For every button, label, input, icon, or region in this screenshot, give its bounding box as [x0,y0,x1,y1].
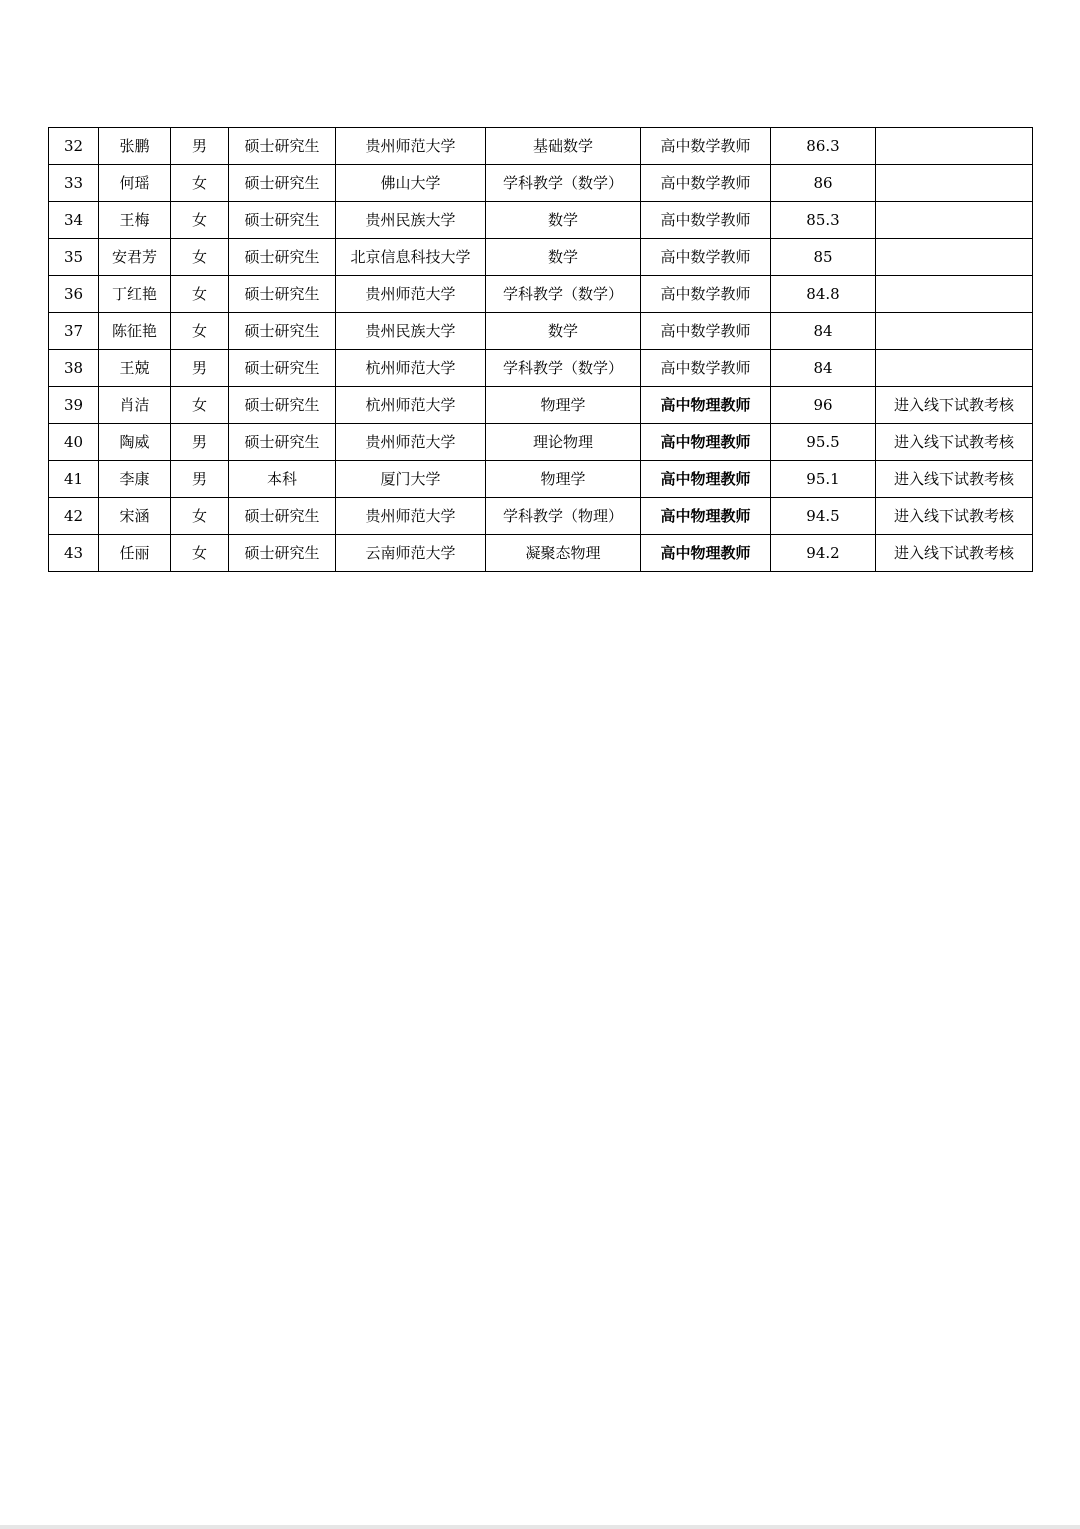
row-number-cell: 35 [49,239,99,276]
major-cell: 理论物理 [486,424,641,461]
score-cell: 84 [771,313,876,350]
position-cell: 高中数学教师 [641,128,771,165]
remark-cell [876,202,1033,239]
name-cell: 何瑶 [99,165,171,202]
position-cell: 高中物理教师 [641,461,771,498]
remark-cell [876,313,1033,350]
major-cell: 学科教学（数学） [486,276,641,313]
gender-cell: 女 [171,387,229,424]
position-cell: 高中物理教师 [641,387,771,424]
position-cell: 高中物理教师 [641,424,771,461]
major-cell: 物理学 [486,461,641,498]
degree-cell: 硕士研究生 [229,239,336,276]
remark-cell [876,350,1033,387]
position-cell: 高中物理教师 [641,535,771,572]
row-number-cell: 36 [49,276,99,313]
position-cell: 高中数学教师 [641,239,771,276]
table-row [49,239,1033,276]
position-cell: 高中数学教师 [641,276,771,313]
table-row [49,276,1033,313]
name-cell: 安君芳 [99,239,171,276]
remark-cell: 进入线下试教考核 [876,535,1033,572]
candidate-table-body [49,128,1033,572]
position-cell: 高中数学教师 [641,202,771,239]
table-row [49,424,1033,461]
gender-cell: 男 [171,461,229,498]
name-cell: 王兢 [99,350,171,387]
score-cell: 95.5 [771,424,876,461]
school-cell: 杭州师范大学 [336,387,486,424]
name-cell: 李康 [99,461,171,498]
major-cell: 学科教学（物理） [486,498,641,535]
table-row [49,350,1033,387]
row-number-cell: 41 [49,461,99,498]
gender-cell: 女 [171,165,229,202]
row-number-cell: 40 [49,424,99,461]
major-cell: 学科教学（数学） [486,165,641,202]
gender-cell: 女 [171,276,229,313]
row-number-cell: 33 [49,165,99,202]
row-number-cell: 37 [49,313,99,350]
degree-cell: 硕士研究生 [229,498,336,535]
name-cell: 任丽 [99,535,171,572]
major-cell: 物理学 [486,387,641,424]
name-cell: 张鹏 [99,128,171,165]
candidate-table [48,127,1033,572]
school-cell: 贵州师范大学 [336,424,486,461]
major-cell: 数学 [486,313,641,350]
school-cell: 贵州师范大学 [336,498,486,535]
school-cell: 厦门大学 [336,461,486,498]
gender-cell: 女 [171,202,229,239]
major-cell: 基础数学 [486,128,641,165]
degree-cell: 硕士研究生 [229,350,336,387]
school-cell: 杭州师范大学 [336,350,486,387]
major-cell: 学科教学（数学） [486,350,641,387]
table-row [49,387,1033,424]
position-cell: 高中物理教师 [641,498,771,535]
row-number-cell: 39 [49,387,99,424]
major-cell: 凝聚态物理 [486,535,641,572]
name-cell: 陶威 [99,424,171,461]
score-cell: 94.2 [771,535,876,572]
degree-cell: 硕士研究生 [229,387,336,424]
page-bottom-edge [0,1525,1080,1529]
row-number-cell: 34 [49,202,99,239]
score-cell: 86.3 [771,128,876,165]
remark-cell [876,165,1033,202]
position-cell: 高中数学教师 [641,165,771,202]
degree-cell: 硕士研究生 [229,202,336,239]
table-row [49,535,1033,572]
school-cell: 北京信息科技大学 [336,239,486,276]
degree-cell: 硕士研究生 [229,424,336,461]
remark-cell: 进入线下试教考核 [876,424,1033,461]
remark-cell [876,239,1033,276]
degree-cell: 硕士研究生 [229,276,336,313]
score-cell: 85.3 [771,202,876,239]
name-cell: 宋涵 [99,498,171,535]
name-cell: 陈征艳 [99,313,171,350]
score-cell: 86 [771,165,876,202]
degree-cell: 硕士研究生 [229,128,336,165]
gender-cell: 男 [171,128,229,165]
score-cell: 96 [771,387,876,424]
gender-cell: 男 [171,350,229,387]
remark-cell: 进入线下试教考核 [876,461,1033,498]
school-cell: 贵州民族大学 [336,202,486,239]
row-number-cell: 38 [49,350,99,387]
table-row [49,202,1033,239]
table-row [49,165,1033,202]
row-number-cell: 43 [49,535,99,572]
table-row [49,313,1033,350]
degree-cell: 本科 [229,461,336,498]
remark-cell [876,276,1033,313]
score-cell: 84.8 [771,276,876,313]
school-cell: 贵州民族大学 [336,313,486,350]
score-cell: 84 [771,350,876,387]
position-cell: 高中数学教师 [641,313,771,350]
school-cell: 云南师范大学 [336,535,486,572]
major-cell: 数学 [486,239,641,276]
score-cell: 95.1 [771,461,876,498]
score-cell: 85 [771,239,876,276]
major-cell: 数学 [486,202,641,239]
gender-cell: 女 [171,313,229,350]
row-number-cell: 32 [49,128,99,165]
name-cell: 丁红艳 [99,276,171,313]
name-cell: 肖洁 [99,387,171,424]
remark-cell: 进入线下试教考核 [876,498,1033,535]
school-cell: 佛山大学 [336,165,486,202]
degree-cell: 硕士研究生 [229,313,336,350]
school-cell: 贵州师范大学 [336,128,486,165]
school-cell: 贵州师范大学 [336,276,486,313]
gender-cell: 女 [171,535,229,572]
score-cell: 94.5 [771,498,876,535]
table-row [49,461,1033,498]
gender-cell: 女 [171,239,229,276]
degree-cell: 硕士研究生 [229,535,336,572]
degree-cell: 硕士研究生 [229,165,336,202]
name-cell: 王梅 [99,202,171,239]
remark-cell [876,128,1033,165]
row-number-cell: 42 [49,498,99,535]
table-row [49,128,1033,165]
position-cell: 高中数学教师 [641,350,771,387]
gender-cell: 女 [171,498,229,535]
gender-cell: 男 [171,424,229,461]
remark-cell: 进入线下试教考核 [876,387,1033,424]
table-row [49,498,1033,535]
